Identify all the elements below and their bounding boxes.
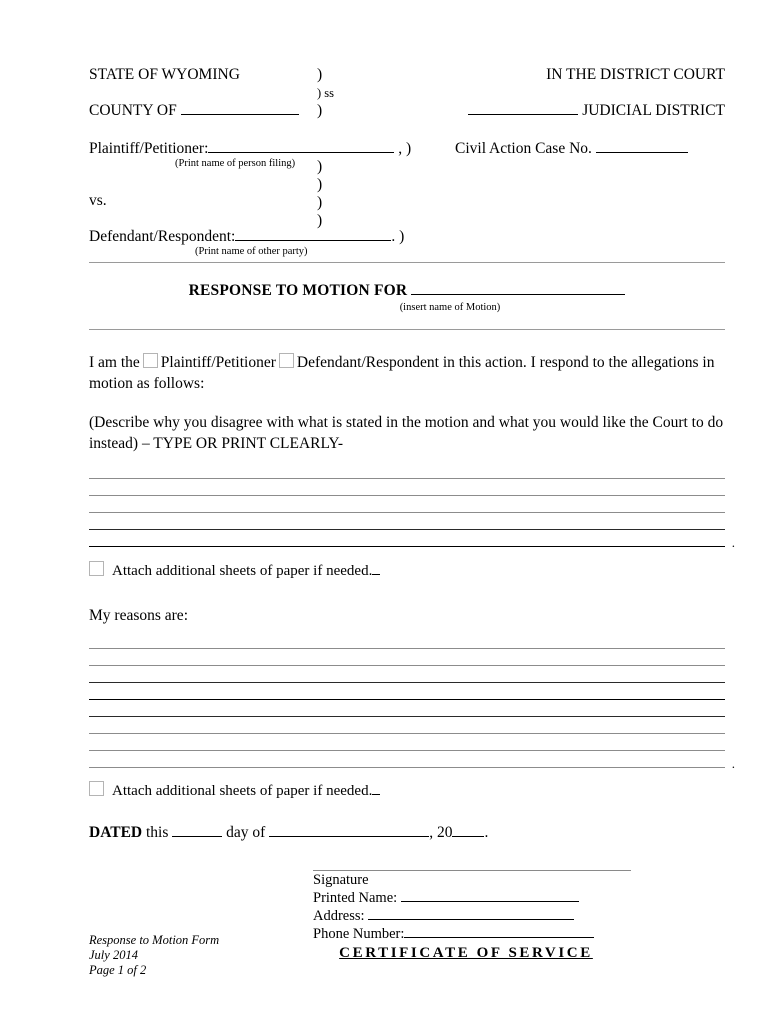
form-title-block: [89, 282, 725, 313]
write-line[interactable]: [89, 546, 725, 547]
response-write-lines-2[interactable]: [89, 634, 735, 771]
defendant-suffix: . ): [391, 228, 405, 245]
caption-paren-column: [317, 66, 357, 230]
signature-label: Signature: [313, 872, 369, 888]
day-of-label: day of: [226, 824, 266, 841]
county-blank[interactable]: [181, 114, 299, 115]
plaintiff-label: Plaintiff/Petitioner:: [89, 140, 209, 157]
phone-blank[interactable]: [404, 937, 594, 938]
paren-3: ): [317, 158, 323, 175]
address-blank[interactable]: [368, 919, 574, 920]
dated-period: .: [484, 824, 489, 841]
option-defendant-label: Defendant/Respondent: [296, 354, 439, 371]
end-period-2: .: [731, 756, 735, 771]
describe-instructions: (Describe why you disagree with what is stated in the motion and what you would like the Court to do instead) – TYPE OR PRINT CLEARLY-: [89, 414, 724, 452]
paren-2: ): [317, 102, 323, 119]
day-blank[interactable]: [172, 836, 222, 837]
checkbox-attach-sheets-1[interactable]: [89, 561, 104, 576]
address-row: [313, 907, 653, 925]
document-content: [89, 66, 735, 962]
defendant-name-blank[interactable]: [235, 240, 391, 241]
case-number-label: Civil Action Case No.: [455, 140, 592, 157]
printed-name-row: [313, 889, 653, 907]
district-court-line: IN THE DISTRICT COURT: [546, 66, 725, 83]
respond-text: in this action. I respond to the allegations in motion as follows:: [89, 354, 715, 392]
paren-ss: ) ss: [317, 86, 335, 100]
vs-line: [89, 192, 409, 210]
checkbox-attach-sheets-2[interactable]: [89, 781, 104, 796]
vs-label: vs.: [89, 192, 107, 209]
motion-name-blank[interactable]: [411, 294, 625, 295]
plaintiff-line: [89, 140, 412, 158]
year-blank[interactable]: [452, 836, 484, 837]
caption-right-column: [419, 66, 725, 158]
case-number-line: [419, 140, 725, 158]
attach-sheets-label: Attach additional sheets of paper if needed.: [112, 563, 373, 579]
footer-form-name: Response to Motion Form: [89, 933, 220, 947]
month-blank[interactable]: [269, 836, 429, 837]
attach-sheets-row-1: [89, 561, 725, 581]
phone-row: [313, 925, 653, 943]
defendant-label: Defendant/Respondent:: [89, 228, 236, 245]
plaintiff-name-blank[interactable]: [208, 152, 394, 153]
checkbox-plaintiff[interactable]: [143, 353, 158, 368]
this-label: this: [145, 824, 169, 841]
reasons-label: My reasons are:: [89, 607, 188, 624]
paren-6: ): [317, 212, 323, 229]
defendant-print-note: (Print name of other party): [195, 246, 308, 257]
county-label: COUNTY OF: [89, 102, 177, 119]
i-am-the-label: I am the: [89, 354, 140, 371]
paren-4: ): [317, 176, 323, 193]
motion-name-note: (insert name of Motion): [399, 302, 501, 313]
phone-label: Phone Number:: [313, 926, 405, 942]
plaintiff-suffix: , ): [398, 140, 412, 157]
footer-page-number: Page 1 of 2: [89, 963, 147, 977]
footer-date: July 2014: [89, 948, 138, 962]
checkbox-defendant[interactable]: [279, 353, 294, 368]
page-footer: [89, 933, 219, 978]
signature-block: [313, 870, 653, 962]
defendant-line: [89, 228, 409, 246]
divider-top: [89, 262, 725, 263]
comma-twenty: , 20: [429, 824, 453, 841]
attach-sheets-label-2: Attach additional sheets of paper if needed.: [112, 783, 373, 799]
caption-left-column: [89, 66, 412, 258]
divider-below-title: [89, 329, 725, 330]
option-plaintiff-label: Plaintiff/Petitioner: [160, 354, 276, 371]
form-title-text: RESPONSE TO MOTION FOR: [188, 282, 408, 299]
attach-sheets-row-2: [89, 781, 725, 801]
write-line[interactable]: [89, 767, 725, 768]
county-line: [89, 102, 409, 120]
end-period: .: [731, 535, 735, 550]
printed-name-blank[interactable]: [401, 901, 579, 902]
case-number-blank[interactable]: [596, 152, 688, 153]
state-line: [89, 66, 409, 84]
dated-line: [89, 824, 725, 842]
party-selection-paragraph: [89, 352, 725, 394]
paren-5: ): [317, 194, 323, 211]
printed-name-label: Printed Name:: [313, 890, 398, 906]
attach-tail-rule: [372, 574, 380, 575]
attach-tail-rule-2: [372, 794, 380, 795]
judicial-district-line: [419, 102, 725, 120]
state-label: STATE OF WYOMING: [89, 66, 240, 83]
page-title: [89, 282, 725, 300]
certificate-of-service-heading: CERTIFICATE OF SERVICE: [339, 945, 593, 961]
judicial-district-label: JUDICIAL DISTRICT: [582, 102, 725, 119]
case-caption: [89, 66, 725, 262]
dated-label: DATED: [89, 824, 143, 841]
plaintiff-print-note: (Print name of person filing): [175, 158, 296, 169]
address-label: Address:: [313, 908, 365, 924]
paren-1: ): [317, 66, 323, 83]
response-write-lines-1[interactable]: [89, 464, 735, 550]
judicial-district-blank[interactable]: [468, 114, 578, 115]
